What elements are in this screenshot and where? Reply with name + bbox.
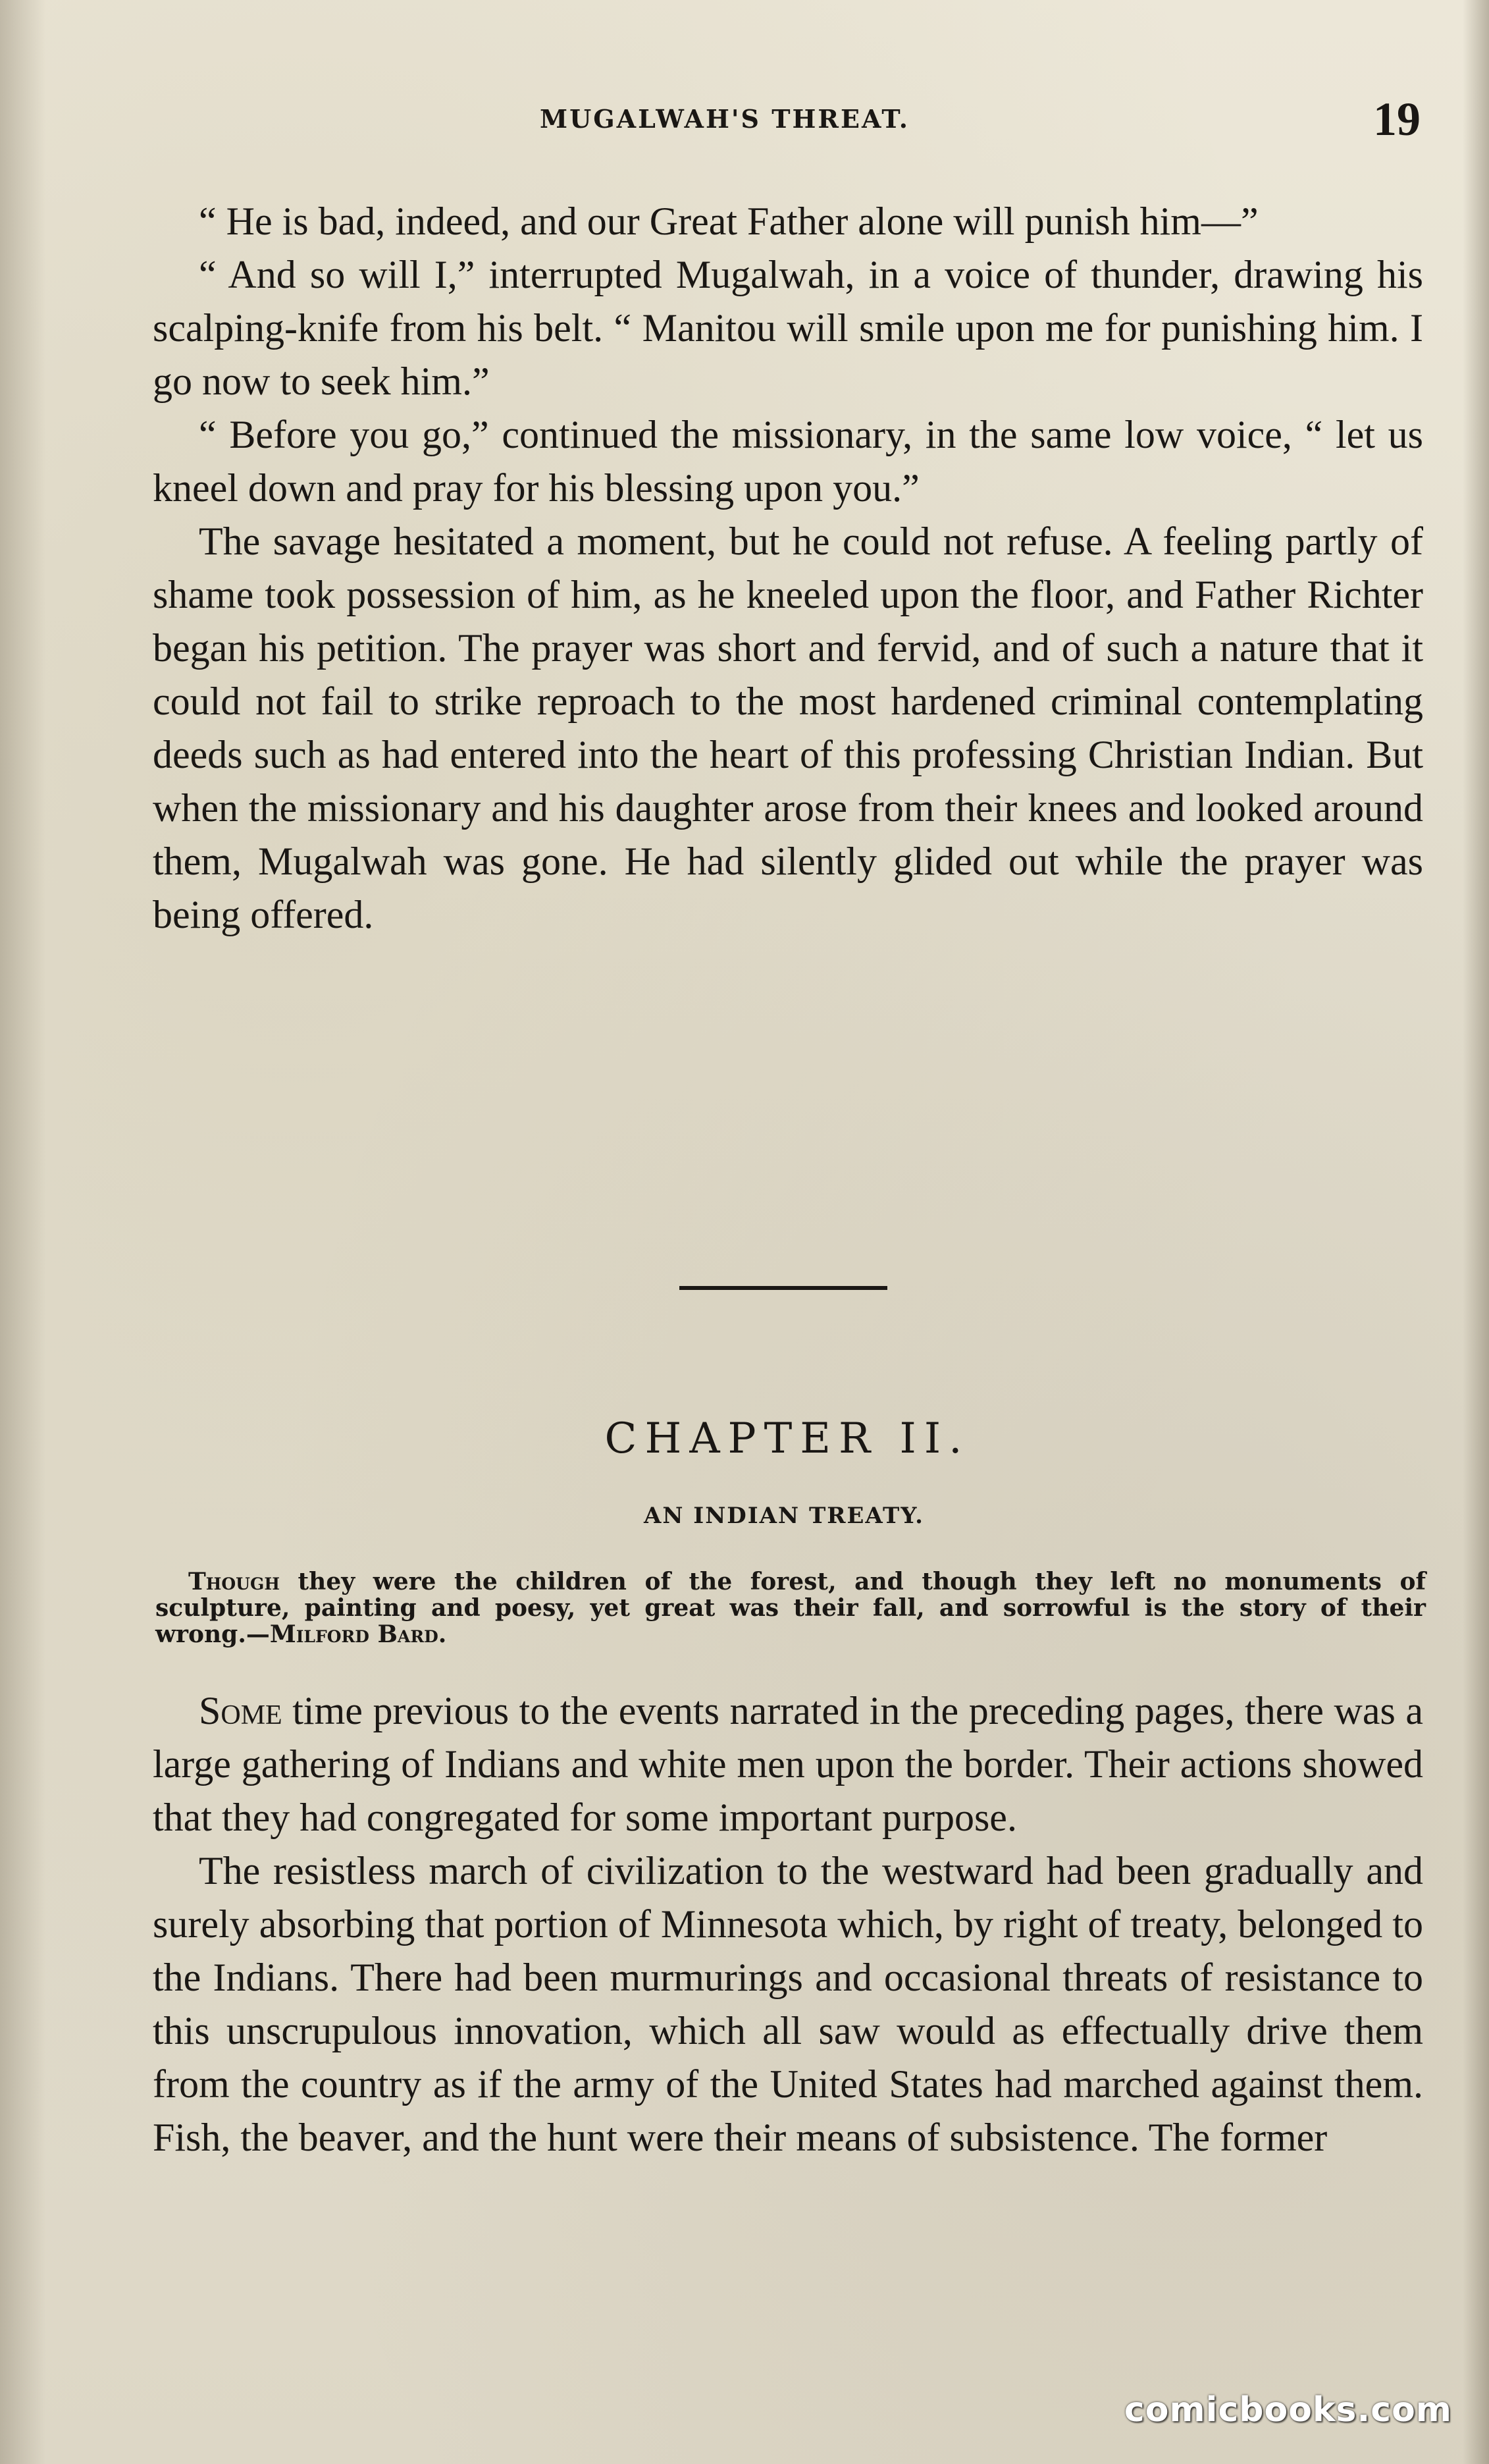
paragraph: “ Before you go,” continued the missionary, in the same low voice, “ let us kneel down and pray for his blessing upon you.” <box>153 413 1423 510</box>
text-block-before-chapter <box>153 195 1423 942</box>
paragraph <box>153 1684 1423 1844</box>
paragraph-body: time previous to the events narrated in the preceding pages, there was a large gathering of Indians and white men upon the border. Their actions showed that they had congregated for some important purpose. <box>153 1689 1423 1839</box>
paragraph: The resistless march of civilization to the westward had been gradually and surely absorbing that portion of Minnesota which, by right of treaty, belonged to the Indians. There had been murmurings and occasional threats of resistance to this unscrupulous innovation, which all saw would as effectually drive them from the country as if the army of the United States had marched against them. Fish, the beaver, and the hunt were their means of subsistence. The former <box>153 1849 1423 2159</box>
paragraph: “ He is bad, indeed, and our Great Father alone will punish him—” <box>199 200 1259 243</box>
epigraph-attribution: Milford Bard. <box>269 1620 447 1648</box>
paragraph: “ And so will I,” interrupted Mugalwah, in a voice of thunder, drawing his scalping-knife from his belt. “ Manitou will smile upon me for punishing him. I go now to seek him.” <box>153 253 1423 403</box>
chapter-subtitle: AN INDIAN TREATY. <box>644 1503 924 1529</box>
epigraph <box>155 1568 1426 1647</box>
paragraph: The savage hesitated a moment, but he could not refuse. A feeling partly of shame took possession of him, as he kneeled upon the floor, and Father Richter began his petition. The prayer was short and fervid, and of such a nature that it could not fail to strike reproach to the most hardened criminal contemplating deeds such as had entered into the heart of this professing Christian Indian. But when the missionary and his daughter arose from their knees and looked around them, Mugalwah was gone. He had silently glided out while the prayer was being offered. <box>153 520 1423 936</box>
epigraph-text <box>155 1568 1426 1647</box>
text-block-chapter-two <box>153 1684 1423 2164</box>
running-head: MUGALWAH'S THREAT. <box>540 104 910 134</box>
section-divider-rule <box>679 1286 887 1290</box>
epigraph-body: they were the children of the forest, and though they left no monuments of sculpture, painting and poesy, yet great was their fall, and sorrowful is the story of their wrong.— <box>155 1568 1426 1648</box>
paragraph-lead-word: Some <box>199 1689 282 1732</box>
page-number: 19 <box>1373 93 1421 146</box>
epigraph-lead-word: Though <box>188 1568 280 1595</box>
watermark: comicbooks.com <box>1124 2390 1452 2430</box>
chapter-title: CHAPTER II. <box>604 1414 970 1463</box>
